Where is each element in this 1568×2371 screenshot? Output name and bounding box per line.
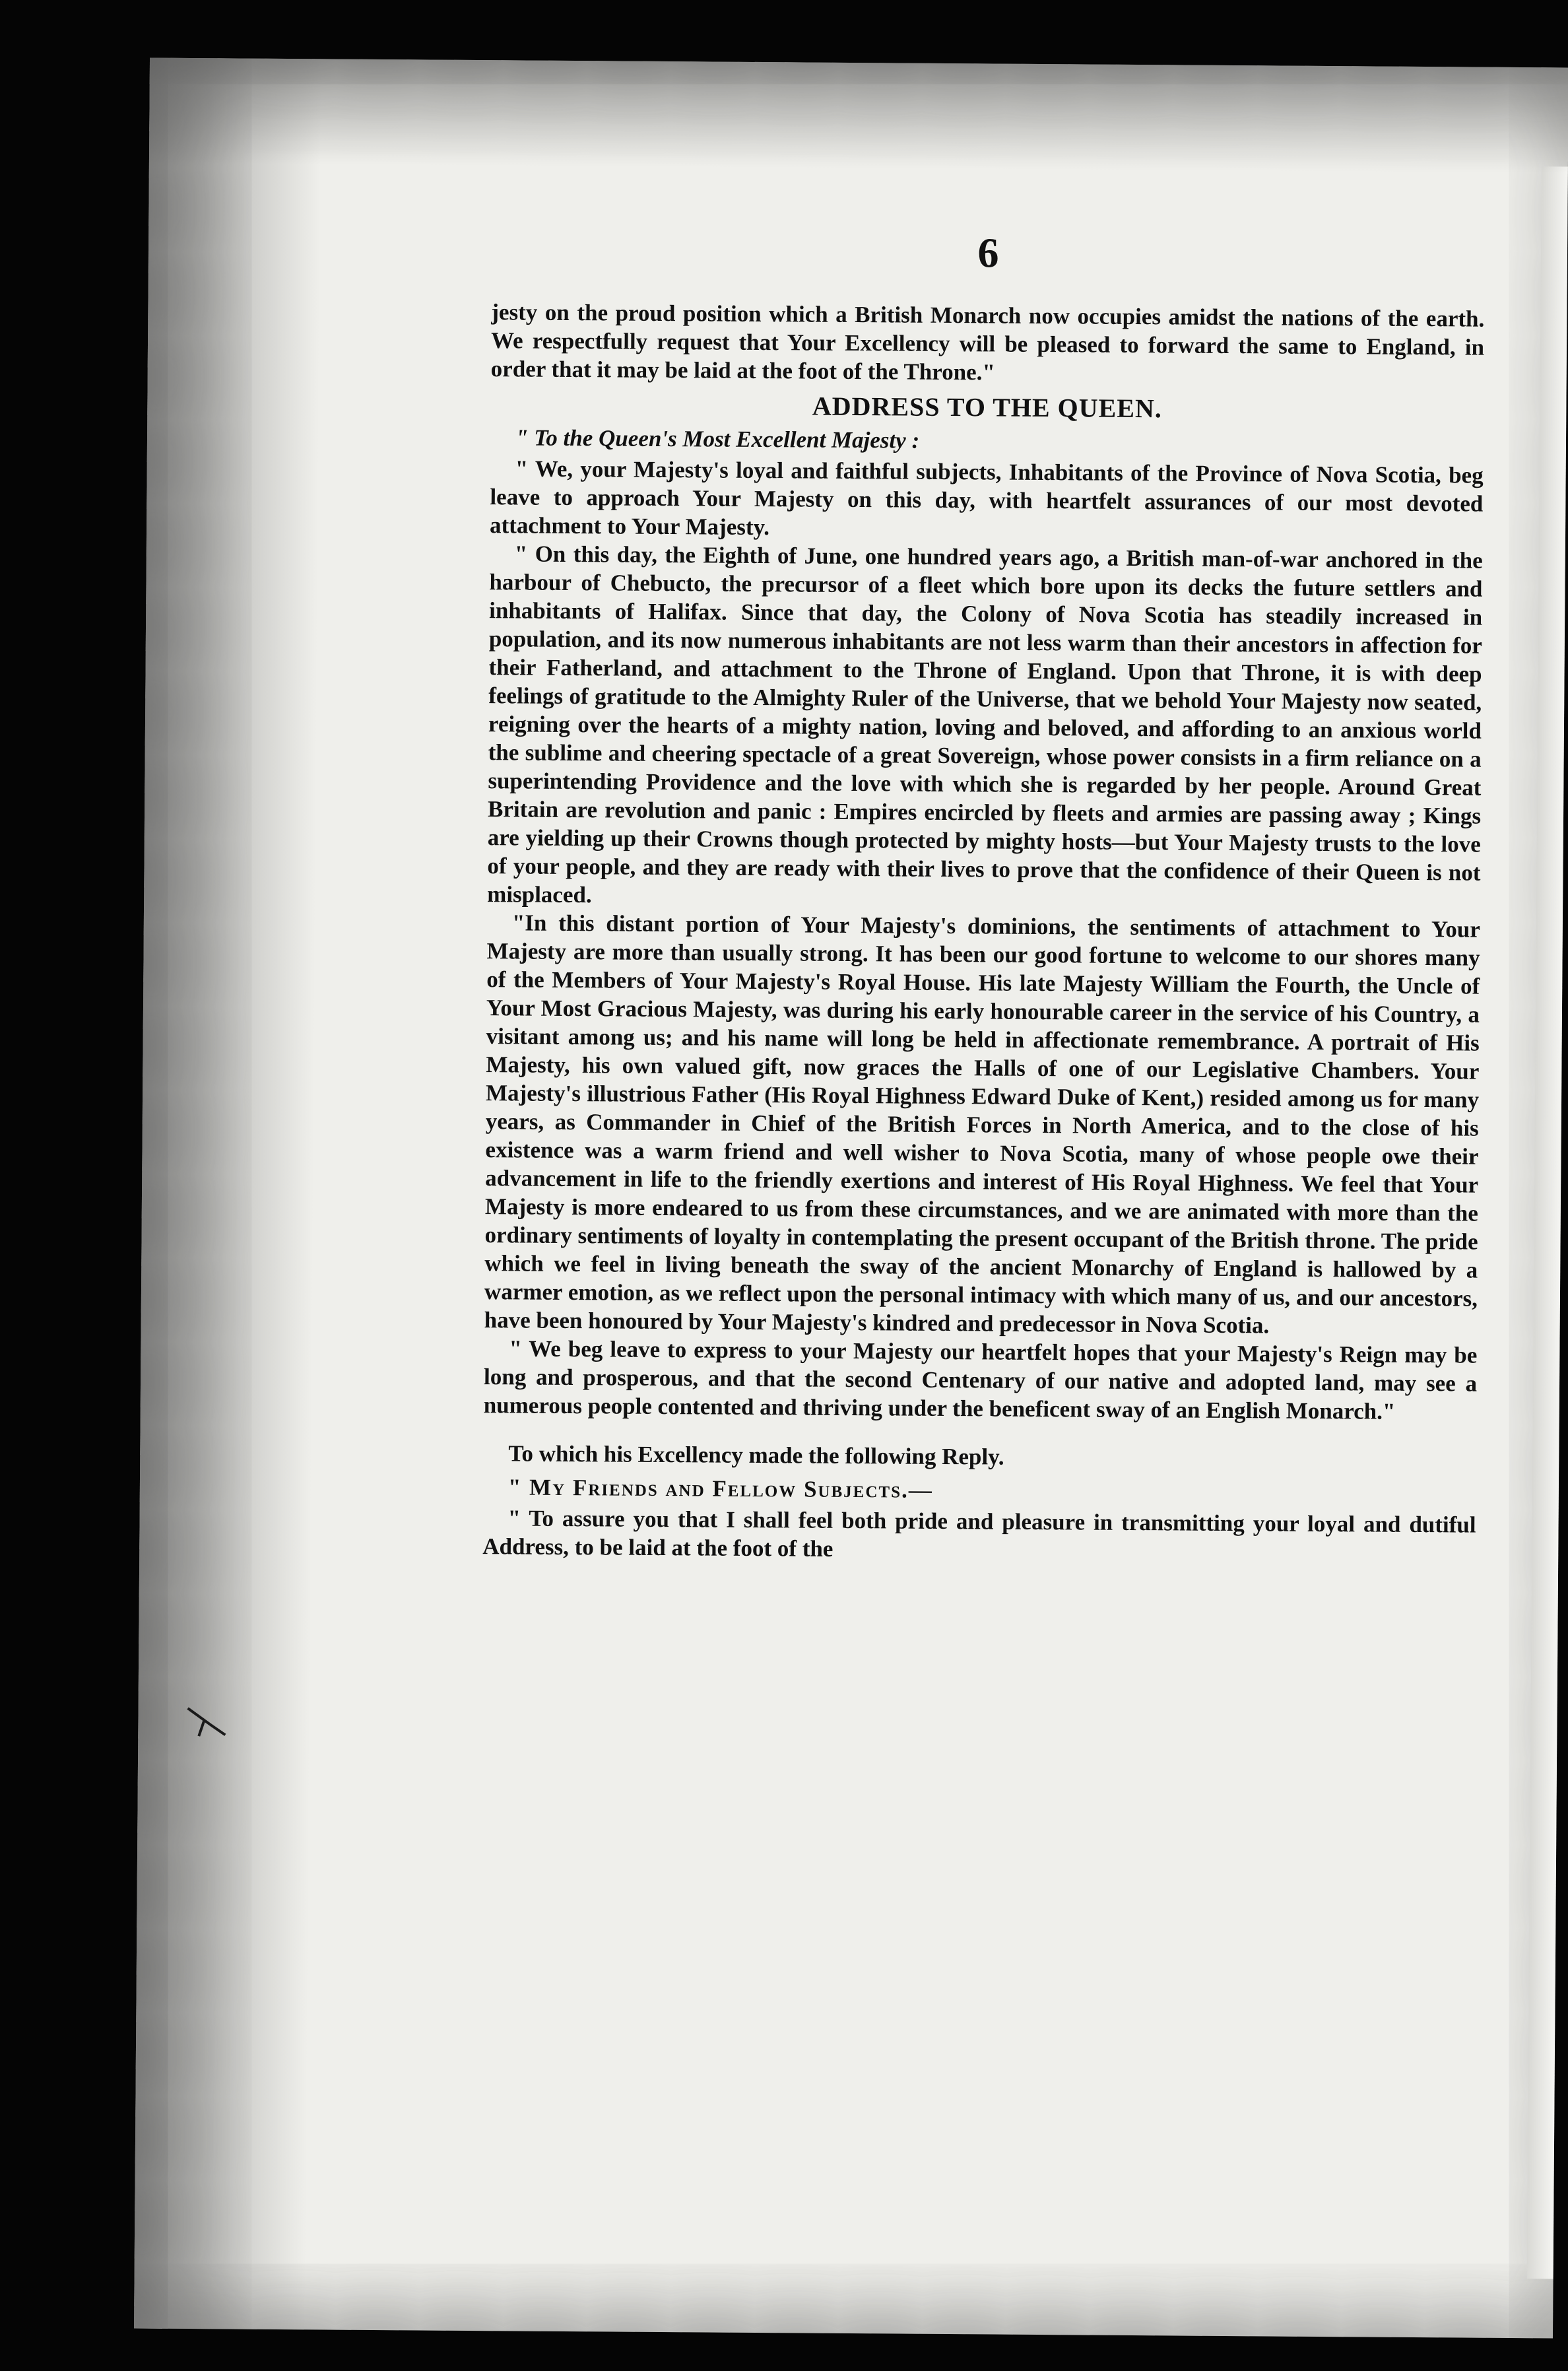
page-edge	[1527, 166, 1568, 2279]
address-paragraph-3: "In this distant portion of Your Majesty's dominions, the sentiments of attachment to Your Majesty are more than usually strong. It has been our good fortune to welcome to our shores many of the Members of Your Majesty's Royal House. His late Majesty William the Fourth, the Uncle of Your Most Gracious Majesty, was during his early honourable career in the service of his Country, a visitant among us; and his name will long be held in affectionate remembrance. A portrait of His Majesty, his own valued gift, now graces the Halls of one of our Legislative Chambers. Your Majesty's illustrious Father (His Royal Highness Edward Duke of Kent,) resided among us for many years, as Commander in Chief of the British Forces in North America, and to the close of his existence was a warm friend and well wisher to Nova Scotia, many of whose people owe their advancement in life to the friendly exertions and interest of His Royal Highness. We feel that Your Majesty is more endeared to us from these circumstances, and we are animated with more than the ordinary sentiments of loyalty in contemplating the present occupant of the British throne. The pride which we feel in living beneath the sway of the ancient Monarchy of England is hallowed by a warmer emotion, as we reflect upon the personal intimacy with which many of us, and our ancestors, have been honoured by Your Majesty's kindred and predecessor in Nova Scotia.	[484, 910, 1480, 1339]
document-body	[482, 225, 1485, 1567]
address-paragraph-4: " We beg leave to express to your Majesty our heartfelt hopes that your Majesty's Reign may be long and prosperous, and that the second Centenary of our native and adopted land, may see a numerous people contented and thriving under the beneficent sway of an English Monarch."	[483, 1335, 1478, 1424]
intro-paragraph: jesty on the proud position which a British Monarch now occupies amidst the nations of the earth. We respectfully request that Your Excellency will be pleased to forward the same to England, in order that it may be laid at the foot of the Throne."	[490, 299, 1485, 385]
address-heading: ADDRESS TO THE QUEEN.	[812, 391, 1163, 424]
page-number: 6	[977, 229, 999, 277]
address-paragraph-1: " We, your Majesty's loyal and faithful subjects, Inhabitants of the Province of Nova Scotia, beg leave to approach Your Majesty on this day, with heartfelt assurances of our most devoted attachment to Your Majesty.	[489, 455, 1484, 541]
ink-mark	[184, 1702, 230, 1741]
address-paragraph-2: " On this day, the Eighth of June, one hundred years ago, a British man-of-war anchored in the harbour of Chebucto, the precursor of a fleet which bore upon its decks the future settlers and inhabitants of Halifax. Since that day, the Colony of Nova Scotia has steadily increased in population, and its now numerous inhabitants are not less warm than their ancestors in affection for their Fatherland, and attachment to the Throne of England. Upon that Throne, it is with deep feelings of gratitude to the Almighty Ruler of the Universe, that we behold Your Majesty now seated, reigning over the hearts of a mighty nation, loving and beloved, and affording to an anxious world the sublime and cheering spectacle of a great Sovereign, whose power consists in a firm reliance on a superintending Providence and the love with which she is regarded by her people. Around Great Britain are revolution and panic : Empires encircled by fleets and armies are passing away ; Kings are yielding up their Crowns though protected by mighty hosts—but Your Majesty trusts to the love of your people, and they are ready with their lives to prove that the confidence of their Queen is not misplaced.	[487, 541, 1483, 908]
reply-salutation: " My Friends and Fellow Subjects.—	[507, 1474, 933, 1503]
reply-paragraph: " To assure you that I shall feel both pride and pleasure in transmitting your loyal and dutiful Address, to be laid at the foot of the	[482, 1505, 1476, 1562]
address-salutation: " To the Queen's Most Excellent Majesty :	[515, 424, 920, 453]
reply-intro: To which his Excellency made the following Reply.	[508, 1440, 1004, 1470]
scanned-page	[134, 58, 1568, 2339]
